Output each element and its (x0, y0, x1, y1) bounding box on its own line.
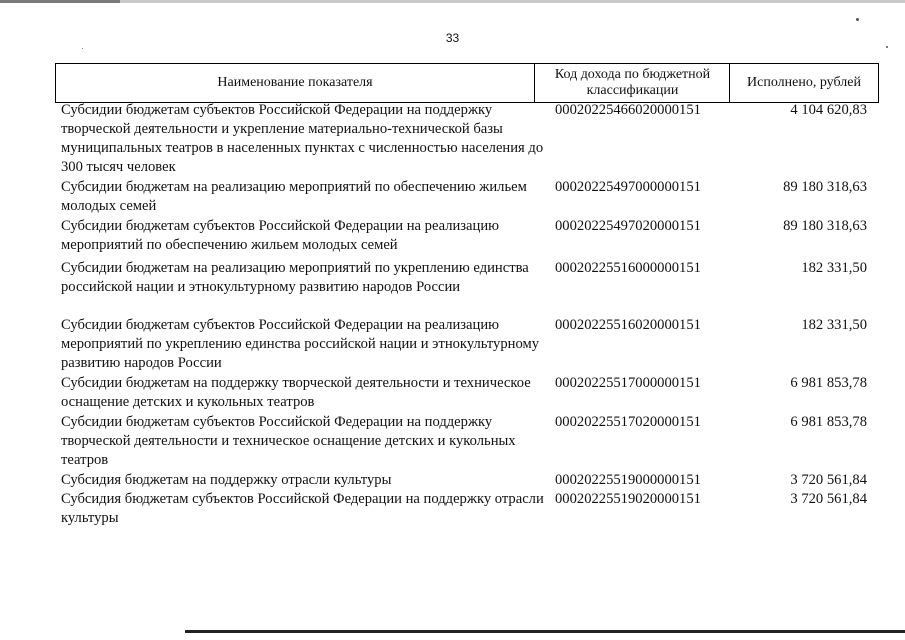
row-code: 00020225516020000151 (555, 317, 701, 333)
scan-speck (856, 18, 859, 21)
row-code: 00020225497020000151 (555, 218, 701, 234)
row-amount: 6 981 853,78 (790, 375, 867, 391)
row-amount: 89 180 318,63 (783, 179, 867, 195)
row-amount: 89 180 318,63 (783, 218, 867, 234)
scan-edge-top (0, 0, 905, 3)
scan-edge-bottom (185, 630, 905, 633)
scan-edge-top-shadow (0, 0, 120, 3)
row-code: 00020225519020000151 (555, 491, 701, 507)
row-code: 00020225497000000151 (555, 179, 701, 195)
header-amount: Исполнено, рублей (729, 64, 878, 102)
row-amount: 182 331,50 (801, 317, 867, 333)
scan-speck (82, 48, 83, 49)
row-code: 00020225519000000151 (555, 472, 701, 488)
table-header (55, 63, 879, 103)
row-name: Субсидии бюджетам субъектов Российской Федерации на реализацию мероприятий по укреплению единства российской нации и этнокультурному развитию народов России (61, 317, 539, 371)
row-name: Субсидии бюджетам субъектов Российской Федерации на поддержку творческой деятельности и укрепление материально-технической базы муниципальных театров в населенных пунктах с численностью населения до 300 тысяч человек (61, 102, 544, 175)
page-number: 33 (445, 31, 460, 45)
row-name: Субсидия бюджетам на поддержку отрасли культуры (61, 472, 392, 488)
header-name: Наименование показателя (217, 75, 373, 90)
row-code: 00020225517020000151 (555, 414, 701, 430)
row-name: Субсидии бюджетам на реализацию мероприятий по укреплению единства российской нации и этнокультурному развитию народов России (61, 260, 529, 295)
row-name: Субсидия бюджетам субъектов Российской Федерации на поддержку отрасли культуры (61, 491, 544, 526)
row-amount: 182 331,50 (801, 260, 867, 276)
row-amount: 3 720 561,84 (790, 491, 867, 507)
row-name: Субсидии бюджетам субъектов Российской Федерации на реализацию мероприятий по обеспечению жильем молодых семей (61, 218, 500, 253)
scan-speck (886, 46, 888, 48)
row-name: Субсидии бюджетам на поддержку творческой деятельности и техническое оснащение детских и кукольных театров (61, 375, 531, 410)
row-code: 00020225466020000151 (555, 102, 701, 118)
row-amount: 3 720 561,84 (790, 472, 867, 488)
row-amount: 6 981 853,78 (790, 414, 867, 430)
row-code: 00020225517000000151 (555, 375, 701, 391)
row-name: Субсидии бюджетам субъектов Российской Федерации на поддержку творческой деятельности и техническое оснащение детских и кукольных театров (61, 414, 516, 468)
row-name: Субсидии бюджетам на реализацию мероприятий по обеспечению жильем молодых семей (61, 179, 527, 214)
row-code: 00020225516000000151 (555, 260, 701, 276)
header-code: Код дохода по бюджетной классификации (534, 64, 730, 102)
row-amount: 4 104 620,83 (790, 102, 867, 118)
